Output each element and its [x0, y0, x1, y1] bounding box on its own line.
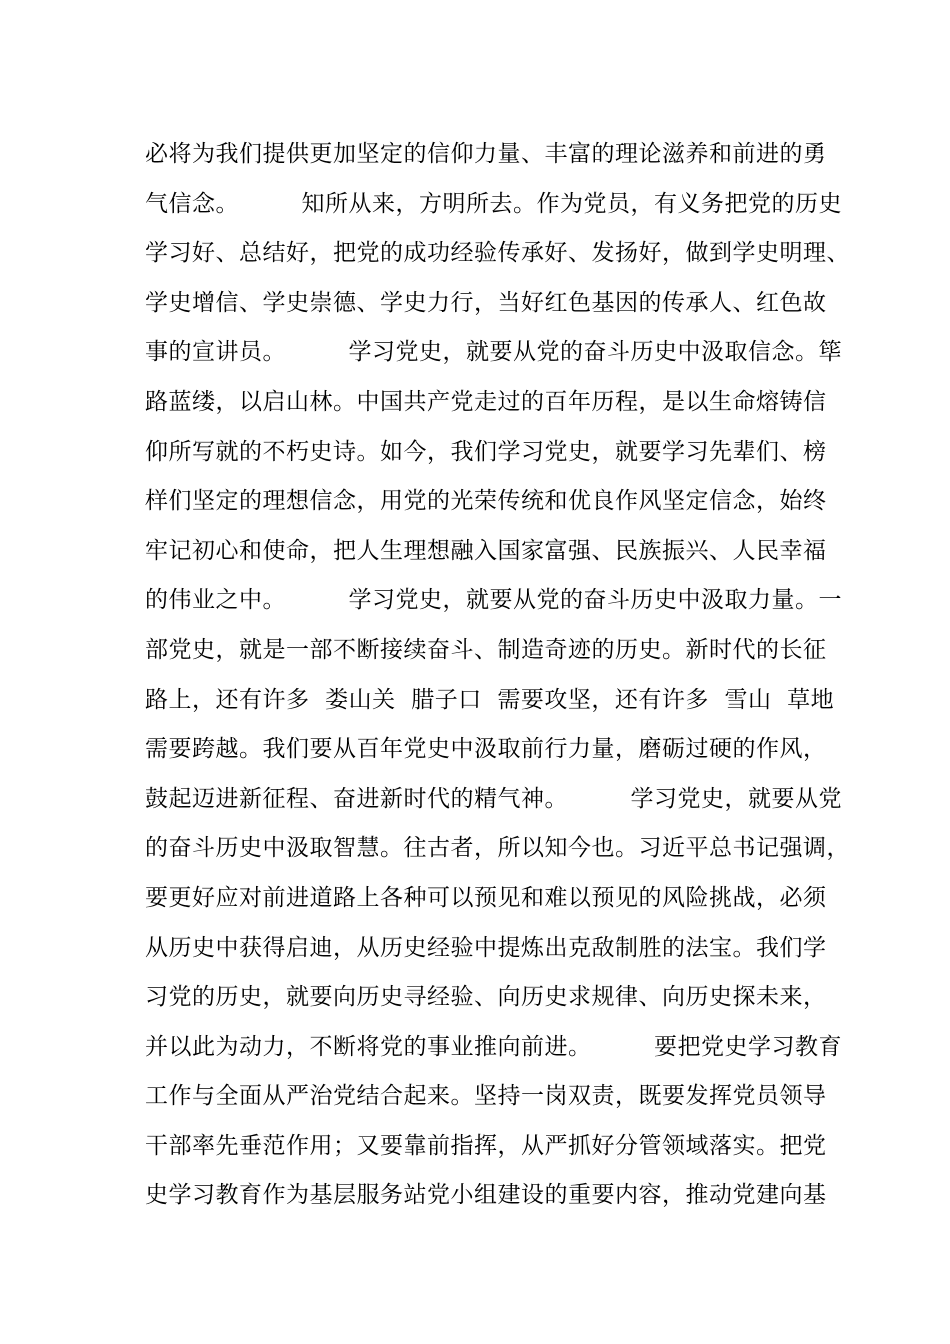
text-line: 必将为我们提供更加坚定的信仰力量、丰富的理论滋养和前进的勇 — [145, 141, 827, 167]
text-line: 的伟业之中。 学习党史，就要从党的奋斗历史中汲取力量。一 — [145, 587, 842, 614]
text-line: 习党的历史，就要向历史寻经验、向历史求规律、向历史探未来， — [145, 984, 827, 1011]
text-line: 工作与全面从严治党结合起来。坚持一岗双责，既要发挥党员领导 — [145, 1083, 827, 1110]
text-line: 气信念。 知所从来，方明所去。作为党员，有义务把党的历史 — [145, 190, 842, 217]
text-line: 事的宣讲员。 学习党史，就要从党的奋斗历史中汲取信念。筚 — [145, 339, 842, 366]
text-line: 仰所写就的不朽史诗。如今，我们学习党史，就要学习先辈们、榜 — [145, 438, 827, 465]
text-line: 牢记初心和使命，把人生理想融入国家富强、民族振兴、人民幸福 — [145, 537, 827, 564]
text-line: 学史增信、学史崇德、学史力行，当好红色基因的传承人、红色故 — [145, 289, 827, 316]
text-line: 干部率先垂范作用；又要靠前指挥，从严抓好分管领域落实。把党 — [145, 1132, 827, 1159]
text-line: 需要跨越。我们要从百年党史中汲取前行力量，磨砺过硬的作风， — [145, 736, 827, 763]
text-line: 学习好、总结好，把党的成功经验传承好、发扬好，做到学史明理、 — [145, 240, 850, 267]
text-line: 从历史中获得启迪，从历史经验中提炼出克敌制胜的法宝。我们学 — [145, 934, 827, 961]
text-line: 史学习教育作为基层服务站党小组建设的重要内容，推动党建向基 — [145, 1182, 827, 1209]
text-line: 鼓起迈进新征程、奋进新时代的精气神。 学习党史，就要从党 — [145, 785, 842, 812]
text-line: 路蓝缕，以启山林。中国共产党走过的百年历程，是以生命熔铸信 — [145, 388, 827, 415]
text-line: 的奋斗历史中汲取智慧。往古者，所以知今也。习近平总书记强调， — [145, 835, 850, 862]
text-line: 样们坚定的理想信念，用党的光荣传统和优良作风坚定信念，始终 — [145, 488, 827, 515]
text-line: 并以此为动力，不断将党的事业推向前进。 要把党史学习教育 — [145, 1033, 842, 1060]
text-line: 部党史，就是一部不断接续奋斗、制造奇迹的历史。新时代的长征 — [145, 636, 827, 663]
text-line: 要更好应对前进道路上各种可以预见和难以预见的风险挑战，必须 — [145, 884, 827, 911]
body-text — [145, 133, 850, 1224]
text-line: 路上，还有许多 娄山关 腊子口 需要攻坚，还有许多 雪山 草地 — [145, 686, 835, 713]
